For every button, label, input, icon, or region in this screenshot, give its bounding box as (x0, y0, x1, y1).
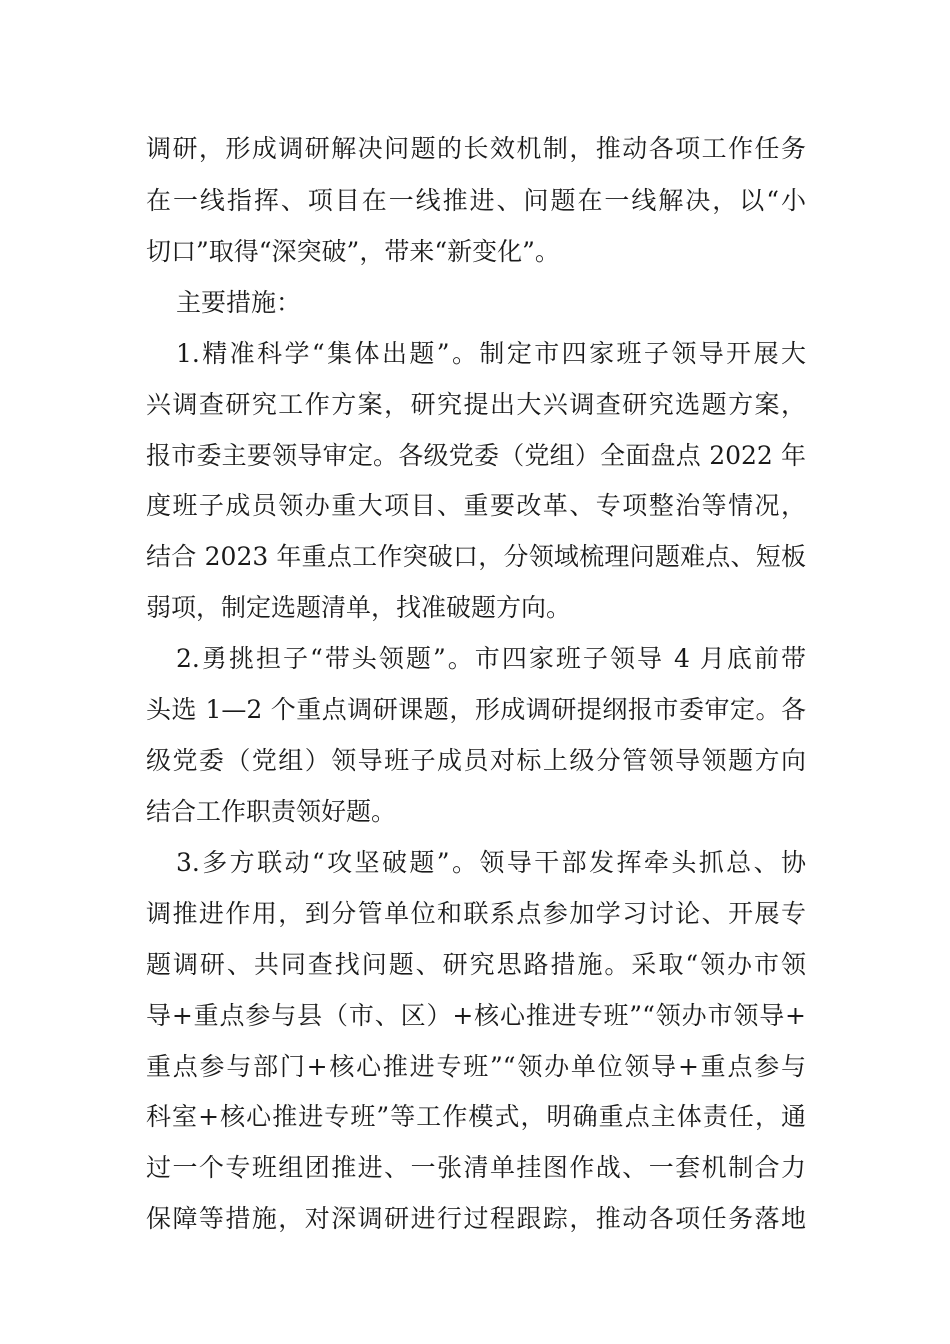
text-line: 调推进作用，到分管单位和联系点参加学习讨论、开展专 (146, 899, 806, 928)
text-line: 报市委主要领导审定。各级党委（党组）全面盘点 2022 年 (146, 441, 806, 470)
text-line: 保障等措施，对深调研进行过程跟踪，推动各项任务落地 (146, 1204, 806, 1233)
text-line: 度班子成员领办重大项目、重要改革、专项整治等情况， (146, 491, 806, 520)
text-line: 导+重点参与县（市、区）+核心推进专班”“领办市领导+ (146, 1001, 806, 1030)
text-line: 3.多方联动“攻坚破题”。领导干部发挥牵头抓总、协 (176, 848, 806, 877)
text-line: 在一线指挥、项目在一线推进、问题在一线解决，以“小 (146, 186, 806, 215)
section-heading: 主要措施： (176, 288, 302, 317)
text-line: 结合工作职责领好题。 (146, 797, 397, 826)
text-line: 弱项，制定选题清单，找准破题方向。 (146, 593, 572, 622)
text-line: 头选 1—2 个重点调研课题，形成调研提纲报市委审定。各 (146, 695, 806, 724)
text-line: 重点参与部门+核心推进专班”“领办单位领导+重点参与 (146, 1052, 806, 1081)
text-line: 级党委（党组）领导班子成员对标上级分管领导领题方向 (146, 746, 806, 775)
text-line: 2.勇挑担子“带头领题”。市四家班子领导 4 月底前带 (176, 644, 806, 673)
text-line: 调研，形成调研解决问题的长效机制，推动各项工作任务 (146, 134, 806, 163)
text-line: 兴调查研究工作方案，研究提出大兴调查研究选题方案， (146, 390, 806, 419)
text-line: 结合 2023 年重点工作突破口，分领域梳理问题难点、短板 (146, 542, 806, 571)
text-line: 题调研、共同查找问题、研究思路措施。采取“领办市领 (146, 950, 806, 979)
text-line: 科室+核心推进专班”等工作模式，明确重点主体责任，通 (146, 1102, 806, 1131)
text-line: 1.精准科学“集体出题”。制定市四家班子领导开展大 (176, 339, 806, 368)
text-line: 切口”取得“深突破”，带来“新变化”。 (146, 237, 560, 266)
text-line: 过一个专班组团推进、一张清单挂图作战、一套机制合力 (146, 1153, 806, 1182)
